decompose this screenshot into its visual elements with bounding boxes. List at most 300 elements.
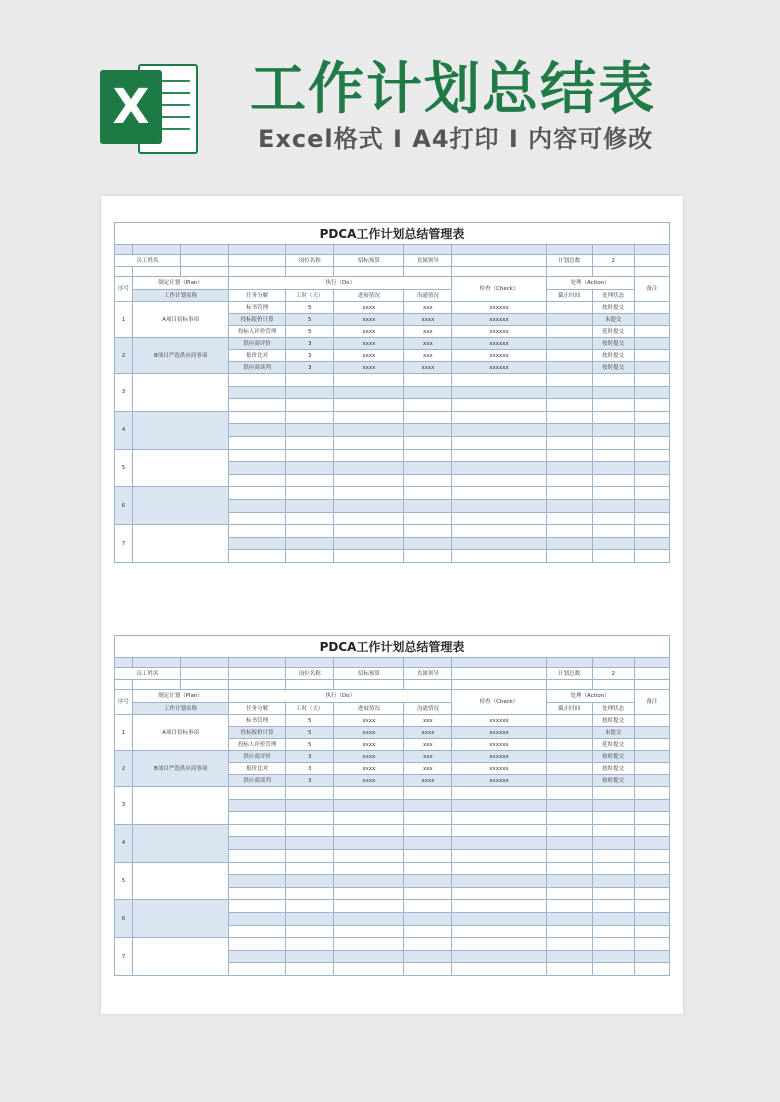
empty-cell[interactable]	[286, 487, 334, 500]
empty-cell[interactable]	[229, 812, 286, 825]
empty-cell[interactable]	[592, 824, 634, 837]
plan-total-value[interactable]: 2	[592, 668, 634, 680]
empty-cell[interactable]	[286, 950, 334, 963]
empty-cell[interactable]	[592, 787, 634, 800]
empty-cell[interactable]	[634, 386, 669, 399]
note-cell[interactable]	[634, 302, 669, 314]
hours-cell[interactable]: 5	[286, 314, 334, 326]
empty-cell[interactable]	[452, 900, 546, 913]
empty-cell[interactable]	[334, 449, 404, 462]
empty-cell[interactable]	[229, 887, 286, 900]
employee-name-value[interactable]	[181, 668, 229, 680]
empty-cell[interactable]	[334, 436, 404, 449]
empty-cell[interactable]	[334, 912, 404, 925]
empty-cell[interactable]	[286, 849, 334, 862]
empty-cell[interactable]	[592, 399, 634, 412]
empty-cell[interactable]	[334, 963, 404, 976]
empty-cell[interactable]	[546, 812, 592, 825]
hours-cell[interactable]: 3	[286, 350, 334, 362]
communication-cell[interactable]: xxx	[404, 715, 452, 727]
deadline-cell[interactable]	[546, 727, 592, 739]
task-cell[interactable]: 标书管理	[229, 302, 286, 314]
empty-cell[interactable]	[452, 912, 546, 925]
empty-cell[interactable]	[592, 938, 634, 951]
empty-cell[interactable]	[634, 963, 669, 976]
empty-cell[interactable]	[452, 824, 546, 837]
empty-cell[interactable]	[286, 512, 334, 525]
empty-cell[interactable]	[452, 799, 546, 812]
status-cell[interactable]: 未提交	[592, 727, 634, 739]
hours-cell[interactable]: 5	[286, 739, 334, 751]
empty-cell[interactable]	[334, 875, 404, 888]
empty-cell[interactable]	[229, 424, 286, 437]
empty-cell[interactable]	[229, 963, 286, 976]
empty-cell[interactable]	[452, 875, 546, 888]
empty-cell[interactable]	[634, 424, 669, 437]
empty-cell[interactable]	[404, 824, 452, 837]
communication-cell[interactable]: xxx	[404, 763, 452, 775]
empty-cell[interactable]	[634, 399, 669, 412]
empty-cell[interactable]	[229, 537, 286, 550]
empty-cell[interactable]	[634, 374, 669, 387]
task-cell[interactable]: 供应商谈判	[229, 362, 286, 374]
empty-cell[interactable]	[334, 512, 404, 525]
empty-cell[interactable]	[334, 525, 404, 538]
note-cell[interactable]	[634, 362, 669, 374]
empty-cell[interactable]	[546, 799, 592, 812]
empty-cell[interactable]	[229, 912, 286, 925]
communication-cell[interactable]: xxxx	[404, 775, 452, 787]
empty-cell[interactable]	[334, 537, 404, 550]
empty-cell[interactable]	[546, 512, 592, 525]
deadline-cell[interactable]	[546, 350, 592, 362]
progress-cell[interactable]: xxxx	[334, 715, 404, 727]
empty-cell[interactable]	[592, 887, 634, 900]
empty-cell[interactable]	[546, 487, 592, 500]
deadline-cell[interactable]	[546, 338, 592, 350]
check-cell[interactable]: xxxxxx	[452, 314, 546, 326]
leader-value[interactable]	[452, 668, 546, 680]
deadline-cell[interactable]	[546, 775, 592, 787]
empty-cell[interactable]	[592, 411, 634, 424]
check-cell[interactable]: xxxxxx	[452, 715, 546, 727]
empty-cell[interactable]	[334, 386, 404, 399]
empty-cell[interactable]	[592, 474, 634, 487]
empty-cell[interactable]	[546, 411, 592, 424]
empty-cell[interactable]	[452, 950, 546, 963]
empty-cell[interactable]	[546, 525, 592, 538]
empty-cell[interactable]	[286, 837, 334, 850]
task-cell[interactable]: 投标人评价管理	[229, 326, 286, 338]
progress-cell[interactable]: xxxx	[334, 302, 404, 314]
status-cell[interactable]: 按时提交	[592, 715, 634, 727]
empty-cell[interactable]	[592, 812, 634, 825]
empty-cell[interactable]	[452, 887, 546, 900]
note-cell[interactable]	[634, 739, 669, 751]
empty-cell[interactable]	[634, 799, 669, 812]
communication-cell[interactable]: xxxx	[404, 362, 452, 374]
hours-cell[interactable]: 5	[286, 302, 334, 314]
empty-cell[interactable]	[229, 799, 286, 812]
empty-cell[interactable]	[404, 487, 452, 500]
plan-name-cell[interactable]	[133, 411, 229, 449]
empty-cell[interactable]	[229, 449, 286, 462]
empty-cell[interactable]	[452, 512, 546, 525]
empty-cell[interactable]	[634, 487, 669, 500]
check-cell[interactable]: xxxxxx	[452, 338, 546, 350]
empty-cell[interactable]	[229, 925, 286, 938]
progress-cell[interactable]: xxxx	[334, 314, 404, 326]
progress-cell[interactable]: xxxx	[334, 350, 404, 362]
empty-cell[interactable]	[546, 824, 592, 837]
empty-cell[interactable]	[334, 950, 404, 963]
empty-cell[interactable]	[634, 887, 669, 900]
empty-cell[interactable]	[286, 386, 334, 399]
empty-cell[interactable]	[334, 812, 404, 825]
deadline-cell[interactable]	[546, 751, 592, 763]
empty-cell[interactable]	[546, 887, 592, 900]
empty-cell[interactable]	[286, 411, 334, 424]
hours-cell[interactable]: 3	[286, 751, 334, 763]
plan-name-cell[interactable]	[133, 487, 229, 525]
status-cell[interactable]: 延时提交	[592, 326, 634, 338]
empty-cell[interactable]	[592, 550, 634, 563]
empty-cell[interactable]	[404, 900, 452, 913]
empty-cell[interactable]	[404, 849, 452, 862]
deadline-cell[interactable]	[546, 314, 592, 326]
empty-cell[interactable]	[229, 512, 286, 525]
empty-cell[interactable]	[404, 550, 452, 563]
empty-cell[interactable]	[546, 963, 592, 976]
status-cell[interactable]: 按时提交	[592, 350, 634, 362]
empty-cell[interactable]	[229, 525, 286, 538]
hours-cell[interactable]: 5	[286, 326, 334, 338]
empty-cell[interactable]	[229, 436, 286, 449]
communication-cell[interactable]: xxxx	[404, 314, 452, 326]
deadline-cell[interactable]	[546, 715, 592, 727]
empty-cell[interactable]	[546, 386, 592, 399]
position-value[interactable]: 招标预算	[334, 668, 404, 680]
empty-cell[interactable]	[286, 812, 334, 825]
empty-cell[interactable]	[452, 525, 546, 538]
empty-cell[interactable]	[546, 374, 592, 387]
empty-cell[interactable]	[286, 799, 334, 812]
empty-cell[interactable]	[452, 537, 546, 550]
check-cell[interactable]: xxxxxx	[452, 362, 546, 374]
deadline-cell[interactable]	[546, 302, 592, 314]
task-cell[interactable]: 投标人评价管理	[229, 739, 286, 751]
empty-cell[interactable]	[229, 386, 286, 399]
empty-cell[interactable]	[229, 399, 286, 412]
status-cell[interactable]: 按时提交	[592, 338, 634, 350]
empty-cell[interactable]	[334, 550, 404, 563]
communication-cell[interactable]: xxxx	[404, 727, 452, 739]
empty-cell[interactable]	[334, 837, 404, 850]
leader-value[interactable]	[452, 255, 546, 267]
empty-cell[interactable]	[286, 436, 334, 449]
empty-cell[interactable]	[546, 449, 592, 462]
empty-cell[interactable]	[286, 424, 334, 437]
progress-cell[interactable]: xxxx	[334, 362, 404, 374]
empty-cell[interactable]	[404, 925, 452, 938]
empty-cell[interactable]	[452, 487, 546, 500]
empty-cell[interactable]	[229, 862, 286, 875]
empty-cell[interactable]	[286, 537, 334, 550]
empty-cell[interactable]	[334, 799, 404, 812]
status-cell[interactable]: 未提交	[592, 314, 634, 326]
deadline-cell[interactable]	[546, 326, 592, 338]
empty-cell[interactable]	[286, 374, 334, 387]
empty-cell[interactable]	[404, 449, 452, 462]
empty-cell[interactable]	[229, 462, 286, 475]
empty-cell[interactable]	[546, 912, 592, 925]
empty-cell[interactable]	[634, 900, 669, 913]
empty-cell[interactable]	[404, 812, 452, 825]
progress-cell[interactable]: xxxx	[334, 763, 404, 775]
empty-cell[interactable]	[452, 462, 546, 475]
empty-cell[interactable]	[592, 386, 634, 399]
empty-cell[interactable]	[404, 374, 452, 387]
empty-cell[interactable]	[404, 462, 452, 475]
empty-cell[interactable]	[334, 824, 404, 837]
empty-cell[interactable]	[229, 787, 286, 800]
empty-cell[interactable]	[229, 499, 286, 512]
empty-cell[interactable]	[404, 525, 452, 538]
empty-cell[interactable]	[546, 862, 592, 875]
empty-cell[interactable]	[334, 900, 404, 913]
check-cell[interactable]: xxxxxx	[452, 763, 546, 775]
empty-cell[interactable]	[592, 499, 634, 512]
empty-cell[interactable]	[452, 424, 546, 437]
empty-cell[interactable]	[229, 900, 286, 913]
empty-cell[interactable]	[634, 436, 669, 449]
empty-cell[interactable]	[286, 824, 334, 837]
empty-cell[interactable]	[404, 938, 452, 951]
empty-cell[interactable]	[634, 925, 669, 938]
empty-cell[interactable]	[452, 925, 546, 938]
empty-cell[interactable]	[592, 837, 634, 850]
empty-cell[interactable]	[546, 499, 592, 512]
empty-cell[interactable]	[229, 849, 286, 862]
hours-cell[interactable]: 5	[286, 715, 334, 727]
empty-cell[interactable]	[634, 787, 669, 800]
empty-cell[interactable]	[452, 787, 546, 800]
empty-cell[interactable]	[634, 837, 669, 850]
empty-cell[interactable]	[546, 424, 592, 437]
empty-cell[interactable]	[404, 963, 452, 976]
empty-cell[interactable]	[334, 462, 404, 475]
empty-cell[interactable]	[546, 900, 592, 913]
empty-cell[interactable]	[229, 550, 286, 563]
note-cell[interactable]	[634, 727, 669, 739]
empty-cell[interactable]	[592, 487, 634, 500]
empty-cell[interactable]	[452, 963, 546, 976]
empty-cell[interactable]	[286, 900, 334, 913]
plan-name-cell[interactable]	[133, 787, 229, 825]
empty-cell[interactable]	[452, 862, 546, 875]
empty-cell[interactable]	[592, 449, 634, 462]
plan-name-cell[interactable]	[133, 862, 229, 900]
empty-cell[interactable]	[334, 399, 404, 412]
empty-cell[interactable]	[404, 399, 452, 412]
empty-cell[interactable]	[286, 550, 334, 563]
empty-cell[interactable]	[286, 449, 334, 462]
empty-cell[interactable]	[286, 474, 334, 487]
empty-cell[interactable]	[592, 525, 634, 538]
empty-cell[interactable]	[286, 887, 334, 900]
hours-cell[interactable]: 3	[286, 362, 334, 374]
check-cell[interactable]: xxxxxx	[452, 775, 546, 787]
empty-cell[interactable]	[592, 900, 634, 913]
empty-cell[interactable]	[404, 799, 452, 812]
empty-cell[interactable]	[546, 537, 592, 550]
empty-cell[interactable]	[452, 499, 546, 512]
empty-cell[interactable]	[334, 862, 404, 875]
empty-cell[interactable]	[634, 499, 669, 512]
empty-cell[interactable]	[634, 537, 669, 550]
plan-name-cell[interactable]	[133, 449, 229, 487]
empty-cell[interactable]	[404, 862, 452, 875]
check-cell[interactable]: xxxxxx	[452, 739, 546, 751]
empty-cell[interactable]	[334, 499, 404, 512]
empty-cell[interactable]	[452, 449, 546, 462]
empty-cell[interactable]	[334, 424, 404, 437]
note-cell[interactable]	[634, 314, 669, 326]
empty-cell[interactable]	[634, 512, 669, 525]
empty-cell[interactable]	[404, 512, 452, 525]
note-cell[interactable]	[634, 763, 669, 775]
status-cell[interactable]: 按时提交	[592, 775, 634, 787]
empty-cell[interactable]	[592, 925, 634, 938]
empty-cell[interactable]	[286, 925, 334, 938]
communication-cell[interactable]: xxx	[404, 338, 452, 350]
status-cell[interactable]: 按时提交	[592, 763, 634, 775]
empty-cell[interactable]	[452, 399, 546, 412]
empty-cell[interactable]	[592, 537, 634, 550]
check-cell[interactable]: xxxxxx	[452, 326, 546, 338]
empty-cell[interactable]	[634, 950, 669, 963]
empty-cell[interactable]	[634, 525, 669, 538]
note-cell[interactable]	[634, 775, 669, 787]
empty-cell[interactable]	[452, 938, 546, 951]
check-cell[interactable]: xxxxxx	[452, 727, 546, 739]
empty-cell[interactable]	[546, 787, 592, 800]
progress-cell[interactable]: xxxx	[334, 727, 404, 739]
empty-cell[interactable]	[592, 950, 634, 963]
empty-cell[interactable]	[286, 912, 334, 925]
empty-cell[interactable]	[229, 487, 286, 500]
empty-cell[interactable]	[546, 875, 592, 888]
hours-cell[interactable]: 3	[286, 775, 334, 787]
task-cell[interactable]: 报价比对	[229, 350, 286, 362]
empty-cell[interactable]	[592, 512, 634, 525]
empty-cell[interactable]	[334, 474, 404, 487]
empty-cell[interactable]	[404, 499, 452, 512]
empty-cell[interactable]	[404, 411, 452, 424]
empty-cell[interactable]	[592, 374, 634, 387]
task-cell[interactable]: 报价比对	[229, 763, 286, 775]
task-cell[interactable]: 供应商评价	[229, 751, 286, 763]
empty-cell[interactable]	[592, 436, 634, 449]
communication-cell[interactable]: xxx	[404, 739, 452, 751]
status-cell[interactable]: 延时提交	[592, 739, 634, 751]
empty-cell[interactable]	[286, 875, 334, 888]
progress-cell[interactable]: xxxx	[334, 326, 404, 338]
empty-cell[interactable]	[634, 862, 669, 875]
empty-cell[interactable]	[452, 849, 546, 862]
empty-cell[interactable]	[404, 474, 452, 487]
empty-cell[interactable]	[592, 462, 634, 475]
empty-cell[interactable]	[452, 550, 546, 563]
empty-cell[interactable]	[452, 386, 546, 399]
empty-cell[interactable]	[452, 812, 546, 825]
empty-cell[interactable]	[546, 550, 592, 563]
empty-cell[interactable]	[229, 411, 286, 424]
employee-name-value[interactable]	[181, 255, 229, 267]
empty-cell[interactable]	[546, 462, 592, 475]
empty-cell[interactable]	[592, 424, 634, 437]
communication-cell[interactable]: xxx	[404, 326, 452, 338]
check-cell[interactable]: xxxxxx	[452, 302, 546, 314]
task-cell[interactable]: 投标报价计算	[229, 727, 286, 739]
hours-cell[interactable]: 5	[286, 727, 334, 739]
empty-cell[interactable]	[546, 837, 592, 850]
hours-cell[interactable]: 3	[286, 763, 334, 775]
empty-cell[interactable]	[634, 849, 669, 862]
empty-cell[interactable]	[634, 474, 669, 487]
plan-name-cell[interactable]	[133, 374, 229, 412]
empty-cell[interactable]	[286, 862, 334, 875]
empty-cell[interactable]	[592, 963, 634, 976]
task-cell[interactable]: 标书管理	[229, 715, 286, 727]
empty-cell[interactable]	[286, 399, 334, 412]
progress-cell[interactable]: xxxx	[334, 775, 404, 787]
empty-cell[interactable]	[592, 875, 634, 888]
empty-cell[interactable]	[546, 925, 592, 938]
empty-cell[interactable]	[404, 537, 452, 550]
empty-cell[interactable]	[286, 938, 334, 951]
empty-cell[interactable]	[546, 436, 592, 449]
empty-cell[interactable]	[334, 925, 404, 938]
note-cell[interactable]	[634, 350, 669, 362]
empty-cell[interactable]	[592, 862, 634, 875]
plan-total-value[interactable]: 2	[592, 255, 634, 267]
empty-cell[interactable]	[334, 849, 404, 862]
empty-cell[interactable]	[286, 963, 334, 976]
empty-cell[interactable]	[634, 912, 669, 925]
note-cell[interactable]	[634, 326, 669, 338]
plan-name-cell[interactable]	[133, 900, 229, 938]
empty-cell[interactable]	[404, 424, 452, 437]
empty-cell[interactable]	[634, 938, 669, 951]
deadline-cell[interactable]	[546, 763, 592, 775]
check-cell[interactable]: xxxxxx	[452, 350, 546, 362]
communication-cell[interactable]: xxx	[404, 751, 452, 763]
empty-cell[interactable]	[546, 938, 592, 951]
task-cell[interactable]: 供应商谈判	[229, 775, 286, 787]
empty-cell[interactable]	[546, 399, 592, 412]
hours-cell[interactable]: 3	[286, 338, 334, 350]
empty-cell[interactable]	[334, 787, 404, 800]
empty-cell[interactable]	[634, 824, 669, 837]
progress-cell[interactable]: xxxx	[334, 338, 404, 350]
empty-cell[interactable]	[452, 374, 546, 387]
empty-cell[interactable]	[404, 436, 452, 449]
progress-cell[interactable]: xxxx	[334, 739, 404, 751]
empty-cell[interactable]	[634, 411, 669, 424]
empty-cell[interactable]	[229, 474, 286, 487]
empty-cell[interactable]	[334, 938, 404, 951]
